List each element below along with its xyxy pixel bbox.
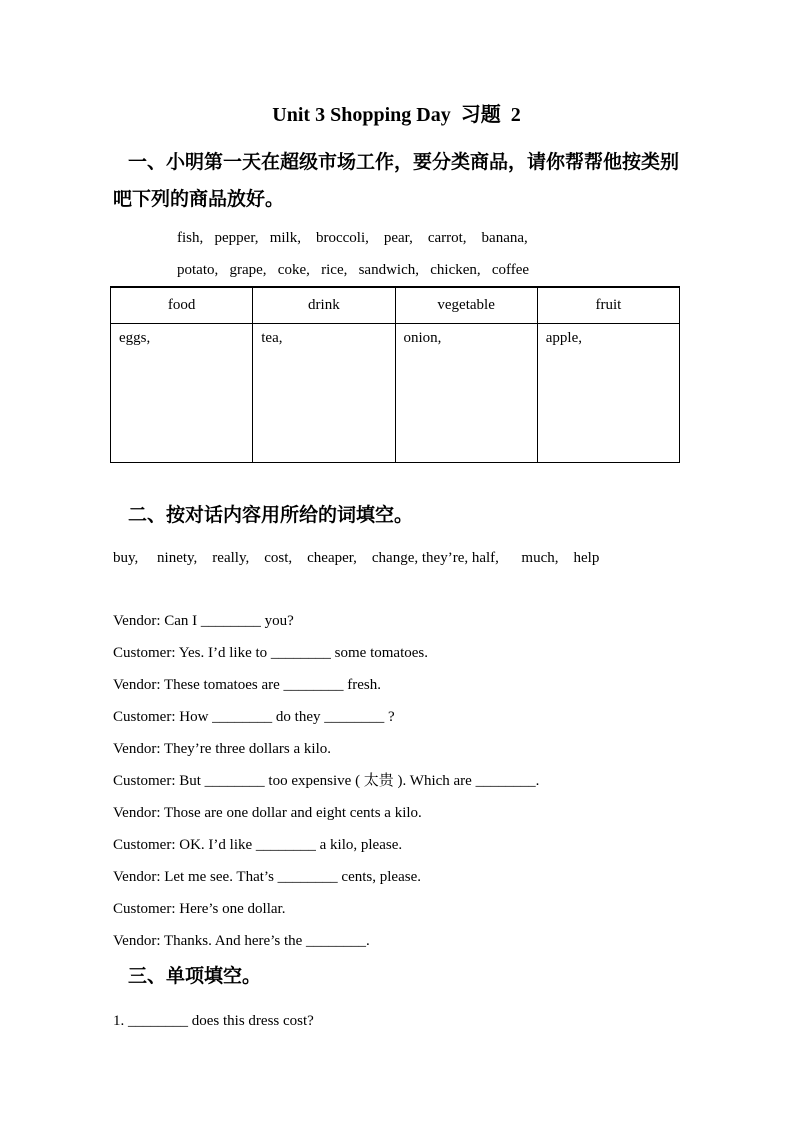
word-list-line1: fish, pepper, milk, broccoli, pear, carrot, banana, xyxy=(177,230,528,246)
dialogue-line: Customer: But ________ too expensive ( 太贵 ). Which are ________. xyxy=(113,773,540,789)
column-header-vegetable: vegetable xyxy=(395,287,537,324)
cell-drink: tea, xyxy=(253,324,395,463)
question-1: 1. ________ does this dress cost? xyxy=(113,1013,314,1029)
dialogue-line: Vendor: Can I ________ you? xyxy=(113,613,294,629)
dialogue-line: Customer: OK. I’d like ________ a kilo, please. xyxy=(113,837,403,853)
dialogue-line: Vendor: Let me see. That’s ________ cents, please. xyxy=(113,869,421,885)
category-table xyxy=(110,286,680,463)
section3-heading: 三、单项填空。 xyxy=(128,966,262,987)
section1-heading-line1: 一、小明第一天在超级市场工作，要分类商品，请你帮帮他按类别 xyxy=(128,152,680,173)
column-header-food: food xyxy=(111,287,253,324)
cell-vegetable: onion, xyxy=(395,324,537,463)
dialogue-line: Customer: Yes. I’d like to ________ some tomatoes. xyxy=(113,645,428,661)
dialogue-line: Vendor: Those are one dollar and eight cents a kilo. xyxy=(113,805,422,821)
dialogue-block xyxy=(0,612,793,950)
page-title: Unit 3 Shopping Day 习题 2 xyxy=(272,104,521,126)
word-list-line2: potato, grape, coke, rice, sandwich, chicken, coffee xyxy=(177,262,530,278)
cell-food: eggs, xyxy=(111,324,253,463)
section1-heading-line2: 吧下列的商品放好。 xyxy=(113,189,285,210)
dialogue-line: Customer: Here’s one dollar. xyxy=(113,901,286,917)
category-table-body-row xyxy=(111,324,680,463)
dialogue-line: Vendor: These tomatoes are ________ fresh. xyxy=(113,677,381,693)
dialogue-line: Vendor: Thanks. And here’s the ________. xyxy=(113,933,370,949)
section2-heading: 二、按对话内容用所给的词填空。 xyxy=(128,505,414,526)
dialogue-line: Customer: How ________ do they ________ ? xyxy=(113,709,395,725)
cell-fruit: apple, xyxy=(537,324,679,463)
column-header-fruit: fruit xyxy=(537,287,679,324)
word-bank: buy, ninety, really, cost, cheaper, change, they’re, half, much, help xyxy=(113,550,600,566)
category-table-header-row xyxy=(111,287,680,324)
dialogue-line: Vendor: They’re three dollars a kilo. xyxy=(113,741,331,757)
column-header-drink: drink xyxy=(253,287,395,324)
